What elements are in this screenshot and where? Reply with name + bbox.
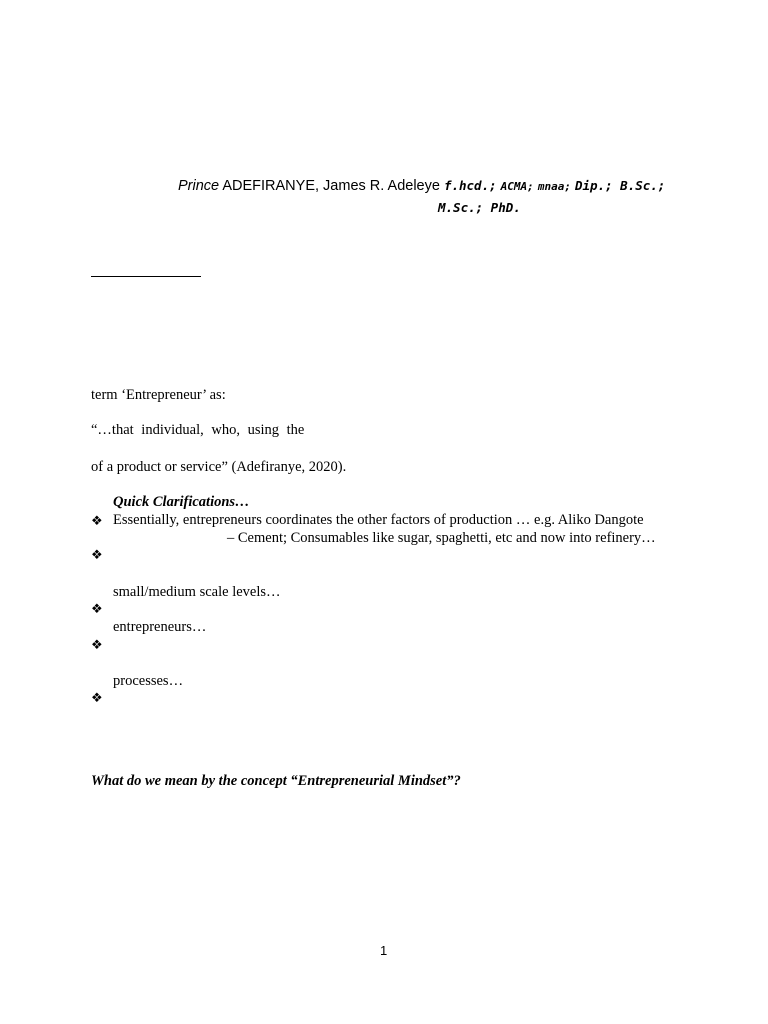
bullet-4-continuation: processes… — [113, 673, 184, 689]
bullet-icon: ❖ — [91, 547, 103, 562]
clarifications-heading: Quick Clarifications… — [113, 494, 250, 510]
credential-fhcd: f.hcd.; — [443, 178, 497, 193]
bullet-icon: ❖ — [91, 690, 103, 705]
author-name: ADEFIRANYE, James R. Adeleye — [222, 178, 440, 194]
credential-mnaa: mnaa; — [537, 180, 571, 193]
heading-underline — [91, 276, 201, 277]
bullet-3-continuation: entrepreneurs… — [113, 619, 207, 635]
bullet-2-continuation: small/medium scale levels… — [113, 584, 281, 600]
bullet-1-text-line-1: Essentially, entrepreneurs coordinates the other factors of production … e.g. Aliko Dangote — [113, 512, 644, 528]
question-heading: What do we mean by the concept “Entrepreneurial Mindset”? — [91, 773, 461, 789]
credential-dip-bsc: Dip.; B.Sc.; — [574, 178, 666, 193]
bullet-icon: ❖ — [91, 601, 103, 616]
author-credentials-line-2: M.Sc.; PhD. — [438, 200, 521, 215]
credential-acma: ACMA; — [500, 180, 534, 193]
author-prefix: Prince — [178, 178, 220, 194]
body-line-citation: of a product or service” (Adefiranye, 2020). — [91, 459, 347, 475]
bullet-icon: ❖ — [91, 637, 103, 652]
body-line-term: term ‘Entrepreneur’ as: — [91, 387, 226, 403]
bullet-1-text-line-2: – Cement; Consumables like sugar, spaghetti, etc and now into refinery… — [227, 530, 656, 546]
author-line — [178, 178, 665, 194]
bullet-icon: ❖ — [91, 513, 103, 528]
body-line-quote: “…that individual, who, using the — [91, 422, 305, 438]
page-number: 1 — [380, 943, 388, 958]
